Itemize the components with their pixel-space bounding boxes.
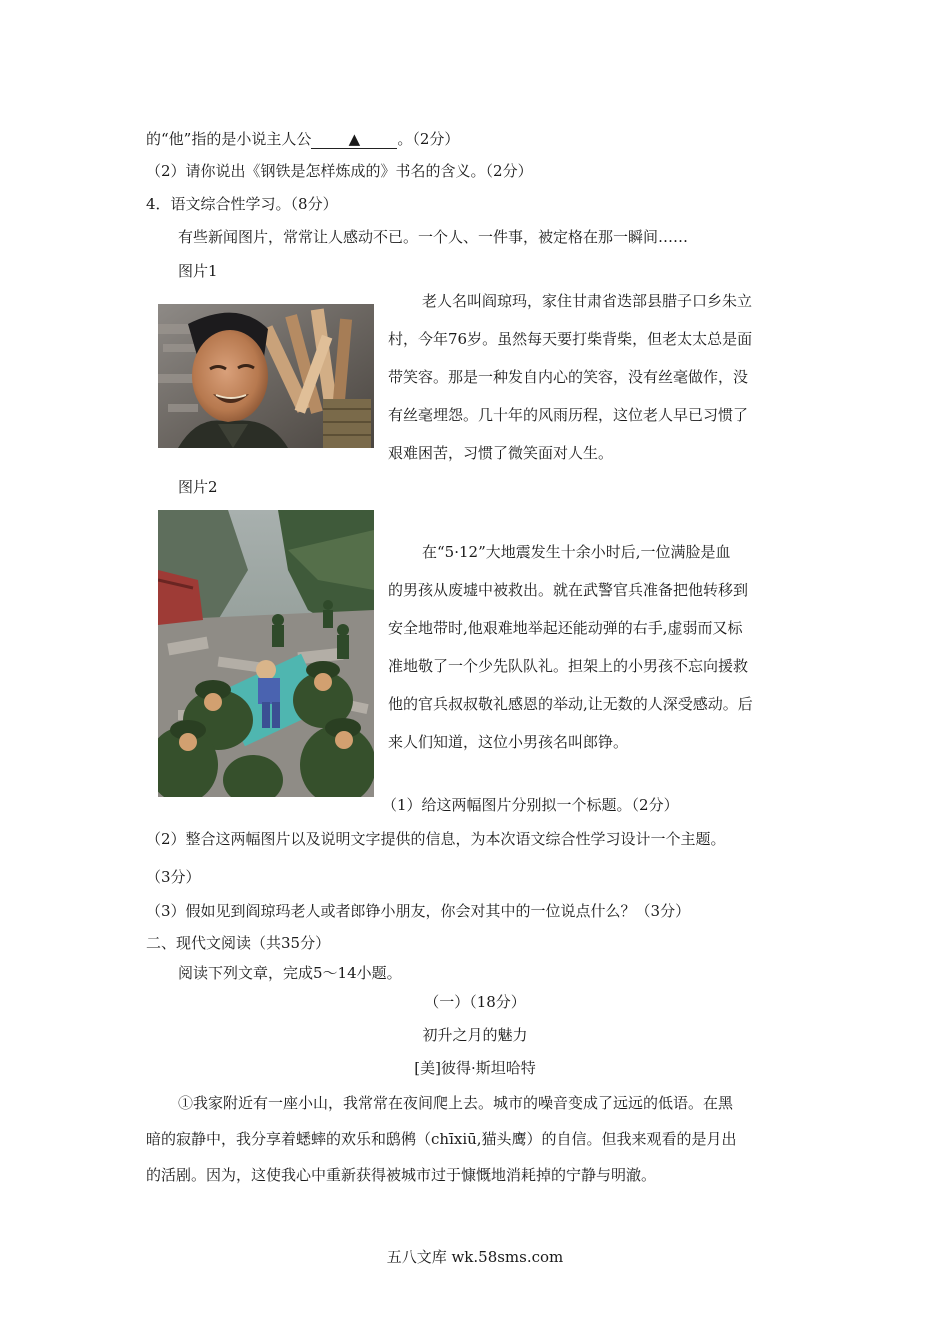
picture-2-text-line: 安全地带时,他艰难地举起还能动弹的右手,虚弱而又标 — [388, 619, 743, 637]
question-4-3: （3）假如见到阎琼玛老人或者郎铮小朋友，你会对其中的一位说点什么？（3分） — [146, 902, 691, 920]
section-2-intro: 阅读下列文章，完成5～14小题。 — [178, 964, 402, 982]
picture-2-text-line: 他的官兵叔叔敬礼感恩的举动,让无数的人深受感动。后 — [388, 695, 753, 713]
picture-1-label: 图片1 — [178, 262, 218, 280]
question-4-intro: 有些新闻图片，常常让人感动不已。一个人、一件事，被定格在那一瞬间…… — [178, 228, 689, 246]
article-title: 初升之月的魅力 — [422, 1026, 528, 1044]
question-4-2: （2）整合这两幅图片以及说明文字提供的信息，为本次语文综合性学习设计一个主题。 — [146, 830, 726, 848]
picture-1-text-line: 带笑容。那是一种发自内心的笑容，没有丝毫做作，没 — [388, 368, 749, 386]
question-4-2-score: （3分） — [146, 868, 201, 886]
picture-2-label: 图片2 — [178, 478, 218, 496]
footer-watermark: 五八文库 wk.58sms.com — [386, 1248, 564, 1266]
picture-1-text-line: 有丝毫埋怨。几十年的风雨历程，这位老人早已习惯了 — [388, 406, 749, 424]
question-3-2: （2）请你说出《钢铁是怎样炼成的》书名的含义。（2分） — [146, 162, 533, 180]
picture-1-text-line: 老人名叫阎琼玛，家住甘肃省迭部县腊子口乡朱立 — [422, 292, 753, 310]
picture-2-text-line: 的男孩从废墟中被救出。就在武警官兵准备把他转移到 — [388, 581, 749, 599]
question-4-1: （1）给这两幅图片分别拟一个标题。（2分） — [382, 796, 679, 814]
article-author: [美]彼得·斯坦哈特 — [414, 1059, 536, 1077]
paragraph-line: 暗的寂静中，我分享着蟋蟀的欢乐和鸱鸺（chīxiū,猫头鹰）的自信。但我来观看的是月出 — [146, 1130, 737, 1148]
section-2-title: 二、现代文阅读（共35分） — [146, 934, 331, 952]
paragraph-line: ①我家附近有一座小山，我常常在夜间爬上去。城市的噪音变成了远远的低语。在黑 — [178, 1094, 734, 1112]
picture-2-photo — [158, 510, 374, 797]
q3-tail-line — [146, 128, 459, 150]
picture-2-text-line: 在“5·12”大地震发生十余小时后,一位满脸是血 — [422, 543, 731, 561]
picture-1-text-line: 村，今年76岁。虽然每天要打柴背柴，但老太太总是面 — [388, 330, 753, 348]
picture-1-photo — [158, 304, 374, 448]
part-1-heading: （一）（18分） — [424, 993, 526, 1011]
paragraph-line: 的活剧。因为，这使我心中重新获得被城市过于慷慨地消耗掉的宁静与明澈。 — [146, 1166, 657, 1184]
picture-2-text-line: 准地敬了一个少先队队礼。担架上的小男孩不忘向援救 — [388, 657, 749, 675]
q3-tail-pre: 的“他”指的是小说主人公 — [146, 130, 312, 148]
picture-1-text-line: 艰难困苦，习惯了微笑面对人生。 — [388, 444, 614, 462]
picture-2-text-line: 来人们知道，这位小男孩名叫郎铮。 — [388, 733, 629, 751]
q3-tail-post: 。（2分） — [397, 130, 460, 148]
question-4-title: 4．语文综合性学习。（8分） — [146, 195, 338, 213]
answer-blank[interactable]: ▲ — [311, 130, 397, 149]
